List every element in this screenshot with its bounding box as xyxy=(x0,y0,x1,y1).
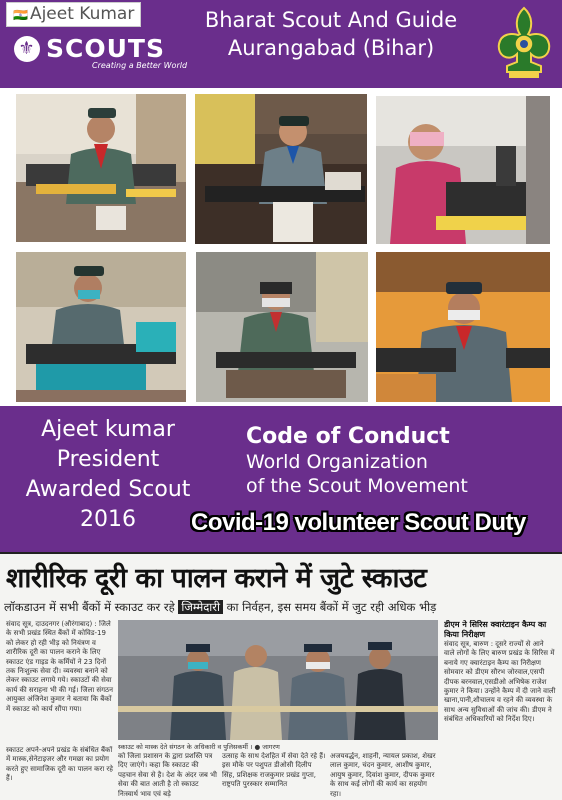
news-sub-after: का निर्वहन, इस समय बैंकों में जुट रही अधिक भीड़ xyxy=(226,600,437,614)
bharat-scouts-guides-emblem-icon xyxy=(495,6,553,80)
news-side-box xyxy=(444,620,556,798)
award-line2: President xyxy=(56,447,160,472)
scout-sewing-photo-4 xyxy=(16,252,186,402)
code-of-conduct xyxy=(246,424,468,498)
org-title-line2: Aurangabad (Bihar) xyxy=(227,36,435,60)
news-sub-highlight: जिम्मेदारी xyxy=(178,600,223,614)
flag-icon: 🇮🇳 xyxy=(13,8,28,22)
scouts-brand-text: SCOUTS xyxy=(46,34,165,63)
scout-sewing-photo-6 xyxy=(376,252,550,402)
news-column-2: को जिला प्रशासन के द्वारा प्रशस्ति पत्र दिए जाएंगे। कहा कि स्काउट की पहचान सेवा से है। देश के अंदर जब भी सेवा की बात आती है तो स्काउट निःस्वार्थ भाव एवं बड़े xyxy=(118,752,217,798)
scout-sewing-photo-3 xyxy=(376,96,550,244)
scout-sewing-photo-2 xyxy=(195,94,367,244)
news-subheadline xyxy=(4,600,560,615)
scout-fleur-de-lis-icon: ⚜ xyxy=(14,36,40,62)
scout-sewing-photo-1 xyxy=(16,94,186,242)
clipping-divider xyxy=(0,552,562,554)
news-column-4: अजयवर्द्धन, शाहनी, न्यायल प्रकाश, शेखर लाल कुमार, चंदन कुमार, आशीष कुमार, आयुष कुमार, दिवांश कुमार, दीपक कुमार के साथ कई लोगों की कार्य का सहयोग रहा। xyxy=(330,752,436,798)
news-column-1: संवाद सूत्र, दाउदनगर (औरंगाबाद) : जिले के सभी प्रखंड स्थित बैंकों में कोविड-19 को लेकर हो रही भीड़ को नियंत्रण व शारीरिक दूरी का पालन कराने के लिए स्काउट एंड गाइड के कर्मियों ने 23 दिनों तक निःशुल्क सेवा दी। व्यवस्था बनाने को लेकर स्काउट लगाये गये। स्काउटों की सेवा कार्य की सराहना भी की गई। जिला संगठन आयुक्त अंजिनेश कुमार ने बताया कि बैंकों में स्काउट को कार्य सौंपा गया। xyxy=(6,620,113,713)
scouts-logo xyxy=(14,34,187,70)
scouts-tagline: Creating a Better World xyxy=(92,61,188,70)
award-line3: Awarded Scout xyxy=(25,477,191,502)
news-headline: शारीरिक दूरी का पालन कराने में जुटे स्काउट xyxy=(6,563,427,594)
org-title xyxy=(186,6,476,62)
scout-sewing-photo-5 xyxy=(196,252,368,402)
name-tag-label: Ajeet Kumar xyxy=(29,4,135,24)
news-side-box-body: संवाद सूत्र, बारुण : दूसरे राज्यों से आने वाले लोगों के लिए बारुण प्रखंड के सिरिस में बनाये गए क्वारंटाइन कैम्प का निरीक्षण सोमवार को डीएम सौरभ जोरवाल,एसपी दीपक बरनवाल,एसडीओ अभिषेक राजेश कुमार ने किया। उन्होंने कैम्प में दी जाने वाली खाना,पानी,शौचालय व रहने की व्यवस्था के साथ अन्य सुविधाओं की जांच की। डीएम ने संबंधित अधिकारियों को निर्देश दिए। xyxy=(444,640,556,724)
name-tag xyxy=(6,2,141,27)
award-text xyxy=(10,415,206,535)
award-line1: Ajeet kumar xyxy=(41,417,175,442)
covid-banner: Covid-19 volunteer Scout Duty xyxy=(191,509,526,536)
news-photo-caption: स्काउट को मास्क देते संगठन के अधिकारी व पुलिसकर्मी । ● जागरण xyxy=(118,743,280,751)
news-photo xyxy=(118,620,438,740)
coc-line2: of the Scout Movement xyxy=(246,475,468,497)
news-column-1b: स्काउट अपने-अपने प्रखंड के संबंधित बैंकों में मास्क,सेनेटाइजर और गमछा का प्रयोग करते हुए सामाजिक दूरी का पालन करा रहे हैं। xyxy=(6,746,113,783)
org-title-line1: Bharat Scout And Guide xyxy=(204,8,458,32)
coc-line1: World Organization xyxy=(246,451,428,473)
news-sub-before: लॉकडाउन में सभी बैंकों में स्काउट कर रहे xyxy=(4,600,175,614)
news-side-box-title: डीएम ने सिरिस क्वारंटाइन कैम्प का किया निरीक्षण xyxy=(444,620,547,639)
news-column-3: उत्साह के साथ देशहित में सेवा देते रहे हैं। इस मौके पर पशुपत डीओसी दिलीप सिंह, प्रशिक्षक राजकुमार प्रखंड गुप्ता, राष्ट्रपति पुरस्कार सम्मानित xyxy=(222,752,326,789)
coc-heading: Code of Conduct xyxy=(246,424,450,449)
award-line4: 2016 xyxy=(80,507,136,532)
